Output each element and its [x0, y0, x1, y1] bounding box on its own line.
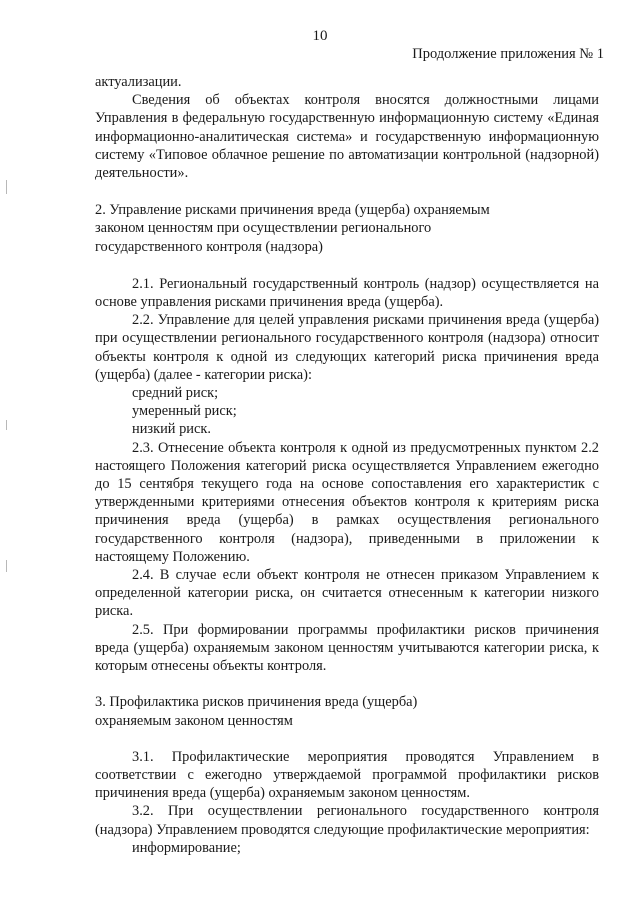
paragraph-info-systems: Сведения об объектах контроля вносятся должностными лицами Управления в федеральную государственную информационную систему «Единая информационно-аналитическая система» и государственную информационную систему «Типовое облачное решение по автоматизации контрольной (надзорной) деятельности».: [95, 92, 599, 182]
document-body: [95, 73, 599, 857]
section-3-title-line1: 3. Профилактика рисков причинения вреда (ущерба): [95, 694, 418, 711]
section-2-title-line3: государственного контроля (надзора): [95, 238, 323, 255]
paragraph-2-5: 2.5. При формировании программы профилактики рисков причинения вреда (ущерба) охраняемым законом ценностям учитываются категории риска, к которым отнесены объекты контроля.: [95, 621, 599, 675]
risk-item-moderate: умеренный риск;: [132, 403, 237, 420]
paragraph-3-2: 3.2. При осуществлении регионального государственного контроля (надзора) Управлением проводятся следующие профилактические мероприятия:: [95, 803, 599, 838]
scan-margin-mark: [6, 180, 7, 194]
paragraph-2-2: 2.2. Управление для целей управления рисками причинения вреда (ущерба) при осуществлении регионального государственного контроля (надзора) относит объекты контроля к одной из следующих категорий риска причинения вреда (ущерба) (далее - категории риска):: [95, 312, 599, 383]
section-3-title-line2: охраняемым законом ценностям: [95, 712, 293, 729]
risk-item-low: низкий риск.: [132, 421, 211, 438]
paragraph-2-4: 2.4. В случае если объект контроля не отнесен приказом Управлением к определенной категории риска, он считается отнесенным к категории низкого риска.: [95, 567, 599, 620]
paragraph-2-3: 2.3. Отнесение объекта контроля к одной из предусмотренных пунктом 2.2 настоящего Положения категорий риска осуществляется Управлением ежегодно до 15 сентября текущего года на основе сопоставления его характеристик с утвержденными критериями отнесения объектов контроля к критериям риска причинения вреда (ущерба) в рамках осуществления регионального государственного контроля (надзора), приведенными в приложении к настоящему Положению.: [95, 439, 599, 565]
paragraph-3-1: 3.1. Профилактические мероприятия проводятся Управлением в соответствии с ежегодно утверждаемой программой профилактики рисков причинения вреда (ущерба) охраняемым законом ценностям.: [95, 748, 599, 802]
activity-item-informing: информирование;: [132, 839, 241, 856]
section-2-title-line2: законом ценностям при осуществлении регионального: [95, 220, 432, 237]
scan-margin-mark: [6, 560, 7, 572]
appendix-label: Продолжение приложения № 1: [412, 46, 604, 62]
section-2-title-line1: 2. Управление рисками причинения вреда (ущерба) охраняемым: [95, 202, 490, 219]
paragraph-2-1: 2.1. Региональный государственный контроль (надзор) осуществляется на основе управления рисками причинения вреда (ущерба).: [95, 275, 599, 311]
paragraph-actualization: актуализации.: [95, 74, 182, 90]
page-number: 10: [312, 28, 328, 44]
risk-item-medium: средний риск;: [132, 385, 219, 402]
scan-margin-mark: [6, 420, 7, 430]
